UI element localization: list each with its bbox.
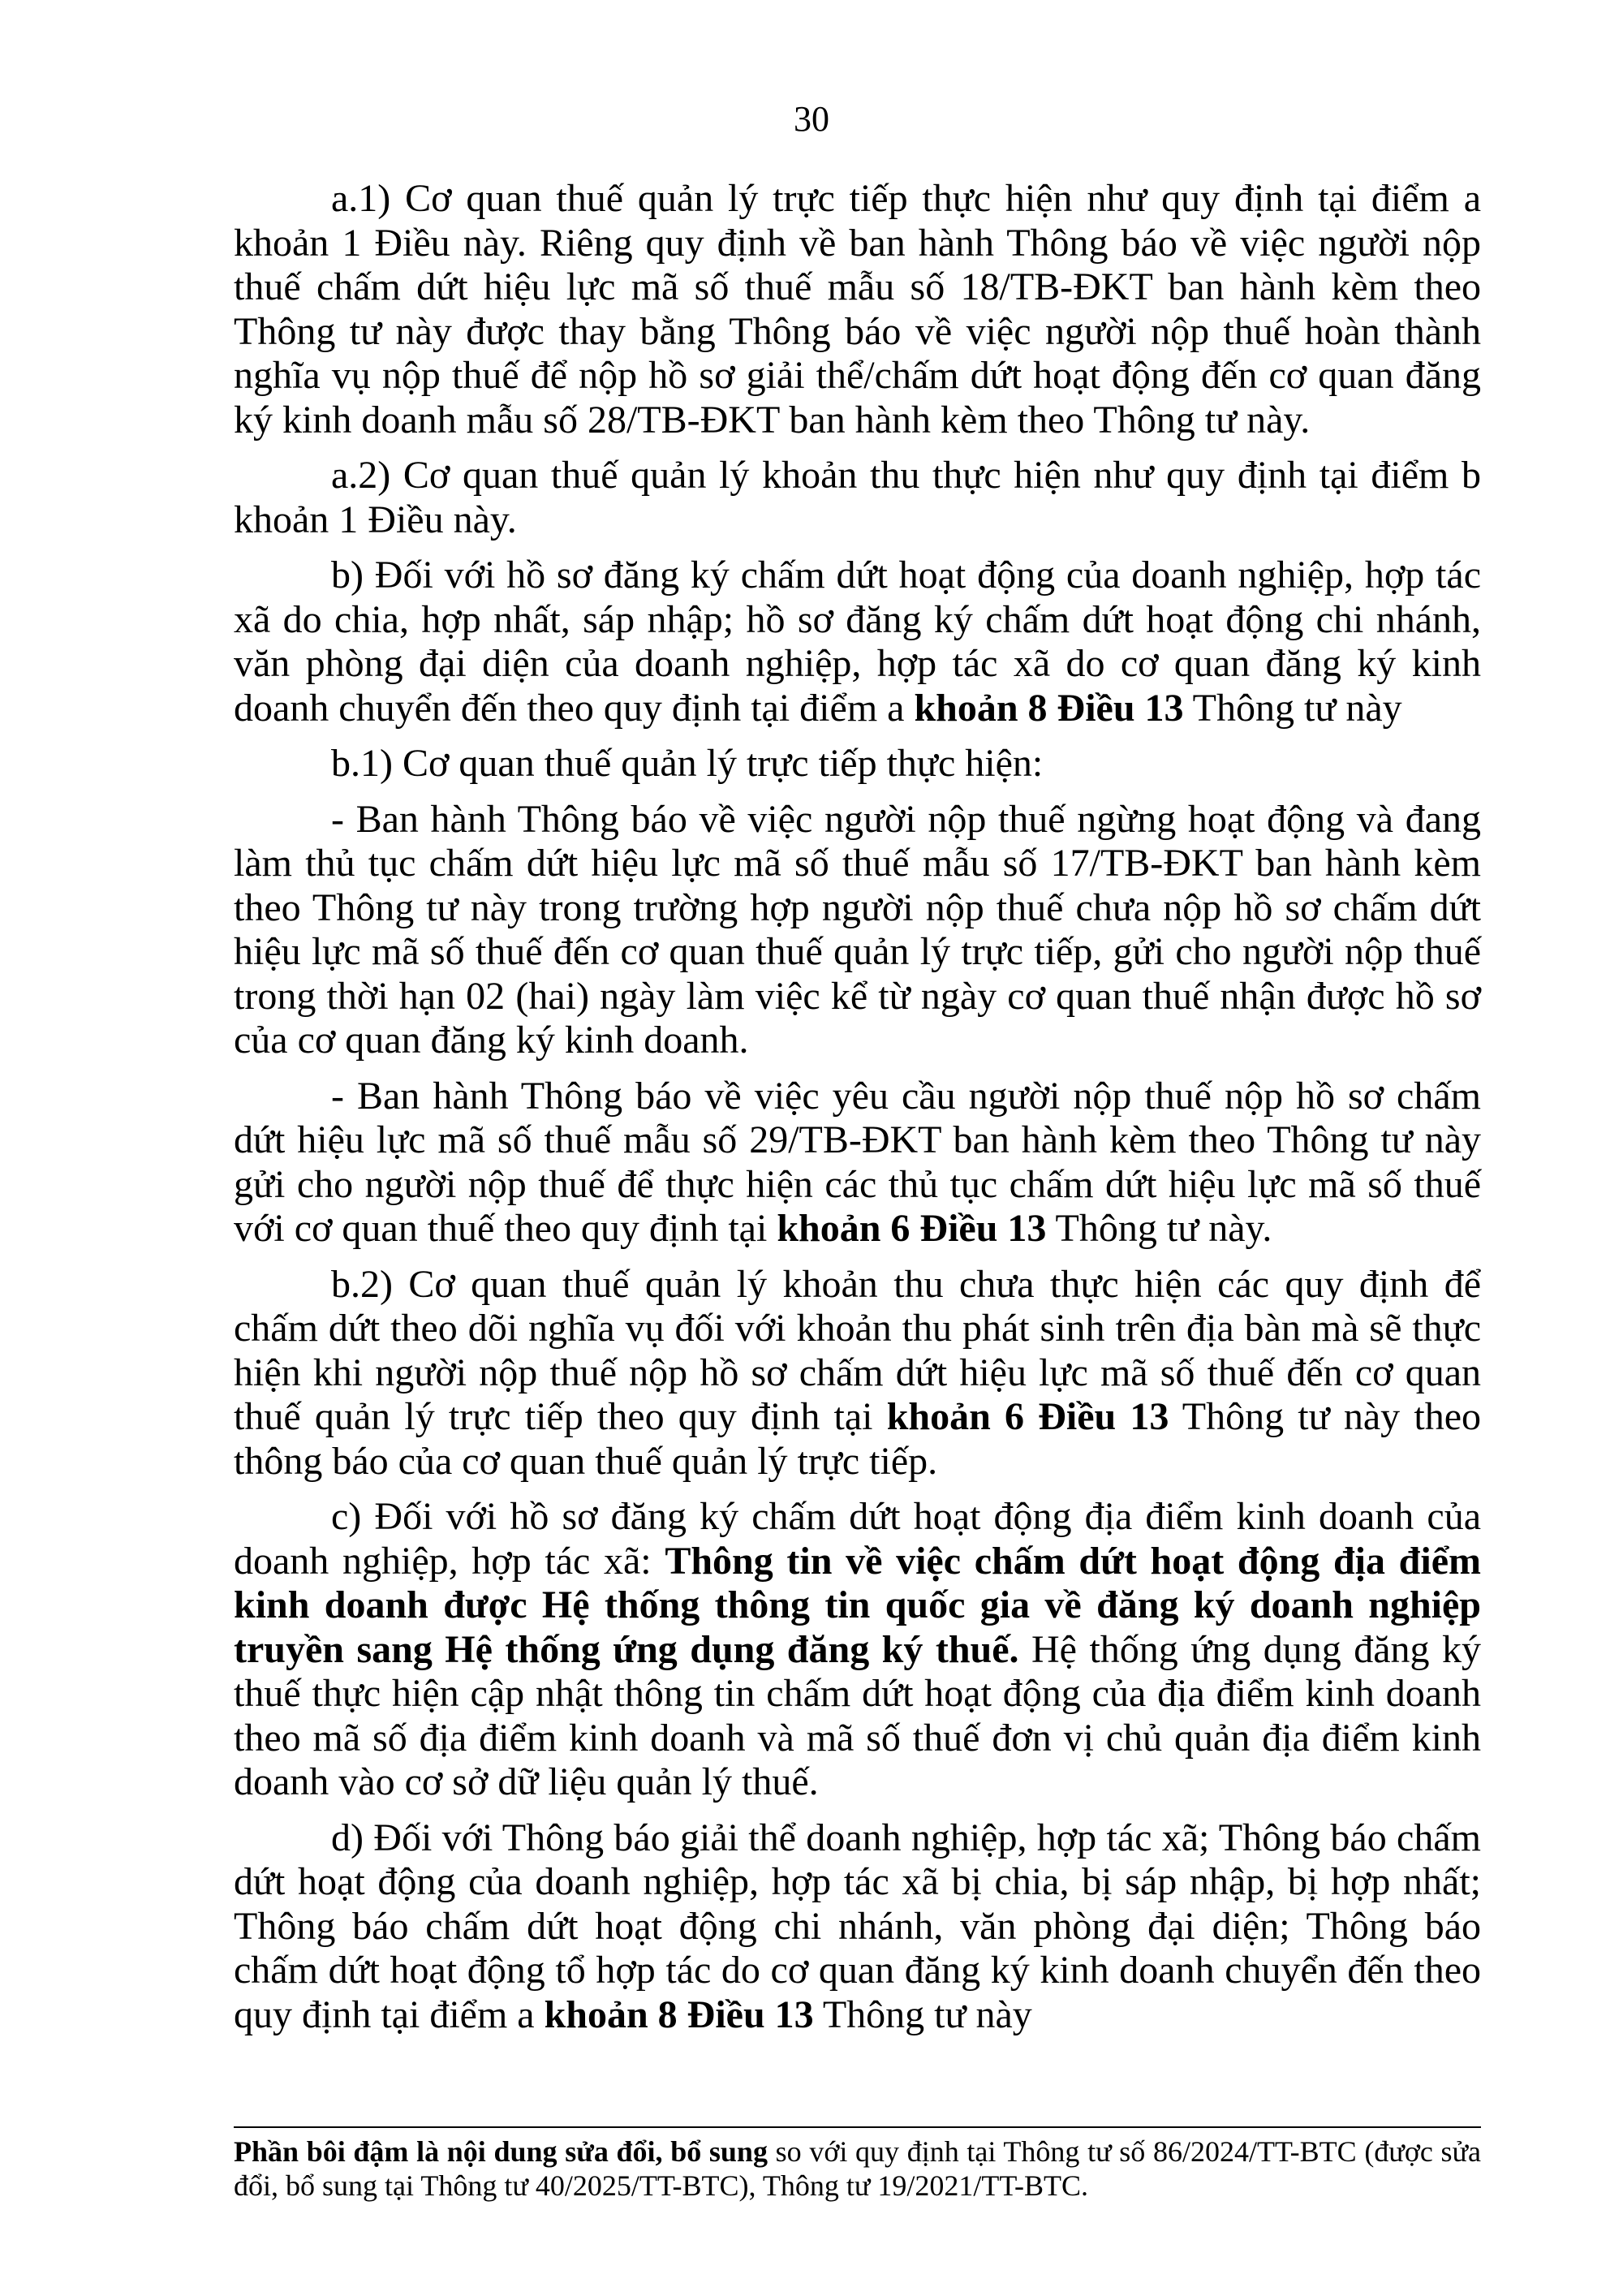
paragraph [234,454,1481,542]
paragraph [234,798,1481,1063]
text-run: b.1) Cơ quan thuế quản lý trực tiếp thực hiện: [331,742,1044,785]
text-run: Thông tư này [1183,686,1402,730]
document-body [234,177,1481,2048]
text-run: d) Đối với Thông báo giải thể doanh nghiệp, hợp tác xã; Thông báo chấm dứt hoạt động của doanh nghiệp, hợp tác xã bị chia, bị sáp nhập, bị hợp nhất; Thông báo chấm dứt hoạt động chi nhánh, văn phòng đại diện; Thông báo chấm dứt hoạt động tổ hợp tác do cơ quan đăng ký kinh doanh chuyển đến theo quy định tại điểm a [234,1816,1481,2036]
text-run: Thông tư này. [1046,1207,1272,1250]
text-run: a.2) Cơ quan thuế quản lý khoản thu thực hiện như quy định tại điểm b khoản 1 Điều này. [234,454,1481,541]
paragraph [234,1075,1481,1251]
paragraph [234,177,1481,442]
bold-text: khoản 8 Điều 13 [544,1992,814,2036]
text-run: Hệ thống ứng dụng đăng ký thuế thực hiện cập nhật thông tin chấm dứt hoạt động của địa điểm kinh doanh theo mã số địa điểm kinh doanh và mã số thuế đơn vị chủ quản địa điểm kinh doanh vào cơ sở dữ liệu quản lý thuế. [234,1627,1482,1803]
bold-text: Phần bôi đậm là nội dung sửa đổi, bổ sung [234,2135,768,2168]
bold-text: khoản 6 Điều 13 [886,1395,1169,1438]
text-run: so với quy định tại Thông tư số 86/2024/TT-BTC (được sửa đổi, bổ sung tại Thông tư 40/2025/TT-BTC), Thông tư 19/2021/TT-BTC. [234,2135,1482,2202]
footnote [234,2134,1481,2203]
text-run: - Ban hành Thông báo về việc yêu cầu người nộp thuế nộp hồ sơ chấm dứt hiệu lực mã số thuế mẫu số 29/TB-ĐKT ban hành kèm theo Thông tư này gửi cho người nộp thuế để thực hiện các thủ tục chấm dứt hiệu lực mã số thuế với cơ quan thuế theo quy định tại [234,1074,1481,1250]
footnote-divider [234,2126,1481,2128]
text-run: - Ban hành Thông báo về việc người nộp thuế ngừng hoạt động và đang làm thủ tục chấm dứt hiệu lực mã số thuế mẫu số 17/TB-ĐKT ban hành kèm theo Thông tư này trong trường hợp người nộp thuế chưa nộp hồ sơ chấm dứt hiệu lực mã số thuế đến cơ quan thuế quản lý trực tiếp, gửi cho người nộp thuế trong thời hạn 02 (hai) ngày làm việc kể từ ngày cơ quan thuế nhận được hồ sơ của cơ quan đăng ký kinh doanh. [234,797,1481,1062]
text-run: b.2) Cơ quan thuế quản lý khoản thu chưa thực hiện các quy định để chấm dứt theo dõi nghĩa vụ đối với khoản thu phát sinh trên địa bàn mà sẽ thực hiện khi người nộp thuế nộp hồ sơ chấm dứt hiệu lực mã số thuế đến cơ quan thuế quản lý trực tiếp theo quy định tại [234,1262,1481,1438]
text-run: b) Đối với hồ sơ đăng ký chấm dứt hoạt động của doanh nghiệp, hợp tác xã do chia, hợp nhất, sáp nhập; hồ sơ đăng ký chấm dứt hoạt động chi nhánh, văn phòng đại diện của doanh nghiệp, hợp tác xã do cơ quan đăng ký kinh doanh chuyển đến theo quy định tại điểm a [234,554,1481,730]
paragraph [234,554,1481,730]
paragraph [234,742,1481,786]
paragraph [234,1495,1481,1805]
bold-text: Thông tin về việc chấm dứt hoạt động địa điểm kinh doanh được Hệ thống thông tin quốc gia về đăng ký doanh nghiệp truyền sang Hệ thống ứng dụng đăng ký thuế. [234,1539,1481,1671]
text-run: a.1) Cơ quan thuế quản lý trực tiếp thực hiện như quy định tại điểm a khoản 1 Điều này. Riêng quy định về ban hành Thông báo về việc người nộp thuế chấm dứt hiệu lực mã số thuế mẫu số 18/TB-ĐKT ban hành kèm theo Thông tư này được thay bằng Thông báo về việc người nộp thuế hoàn thành nghĩa vụ nộp thuế để nộp hồ sơ giải thể/chấm dứt hoạt động đến cơ quan đăng ký kinh doanh mẫu số 28/TB-ĐKT ban hành kèm theo Thông tư này. [234,177,1481,442]
text-run: Thông tư này theo thông báo của cơ quan thuế quản lý trực tiếp. [234,1395,1482,1483]
text-run: Thông tư này [813,1992,1032,2036]
bold-text: khoản 6 Điều 13 [777,1207,1047,1250]
paragraph [234,1263,1481,1484]
page-number: 30 [794,99,829,139]
paragraph [234,1816,1481,2038]
bold-text: khoản 8 Điều 13 [914,686,1184,730]
text-run: c) Đối với hồ sơ đăng ký chấm dứt hoạt động địa điểm kinh doanh của doanh nghiệp, hợp tác xã: [234,1495,1481,1583]
